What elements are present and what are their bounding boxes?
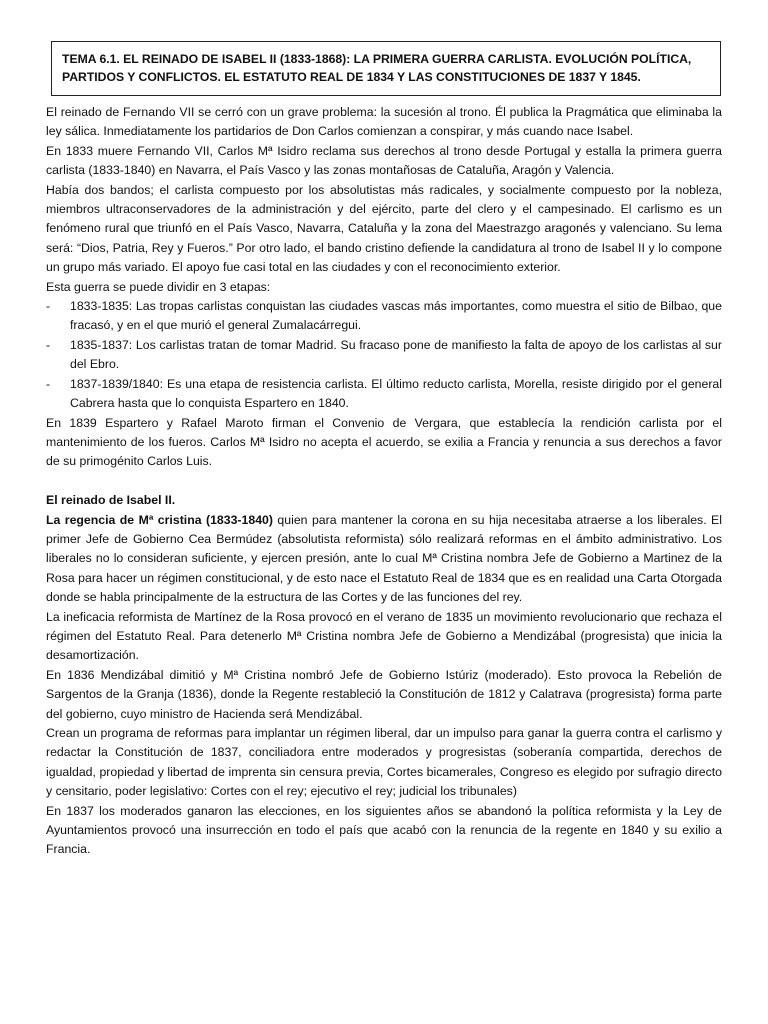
paragraph-constitution-1837: Crean un programa de reformas para implantar un régimen liberal, dar un impulso para ganar la guerra contra el carlismo y redactar la Constitución de 1837, conciliadora entre moderados y progresistas (soberanía compartida, derechos de igualdad, propiedad y libertad de imprenta sin censura previa, Cortes bicamerales, Congreso es elegido por sufragio directo y censitario, poder legislativo: Cortes con el rey; ejecutivo el rey; judicial los tribunales) (46, 725, 722, 799)
list-item-text: 1835-1837: Los carlistas tratan de tomar Madrid. Su fracaso pone de manifiesto la falta de apoyo de los carlistas al sur del Ebro. (70, 337, 722, 372)
list-dash: - (46, 376, 51, 391)
paragraph-regency (46, 511, 722, 608)
regency-text: quien para mantener la corona en su hija necesitaba atraerse a los liberales. El primer Jefe de Gobierno Cea Bermúdez (absolutista reformista) sólo realizará reformas en el ámbito administrativo. Los liberales no lo consideran suficiente, y ejercen presión, ante lo cual Mª Cristina nombra Jefe de Gobierno a Martinez de la Rosa para hacer un régimen constitucional, y de esto nace el Estatuto Real de 1834 que es en realidad una Carta Otorgada donde se habla principalmente de la estructura de las Cortes y de las funciones del rey. (46, 512, 722, 605)
list-item (46, 336, 722, 375)
paragraph-first-carlist-war: En 1833 muere Fernando VII, Carlos Mª Isidro reclama sus derechos al trono desde Portugal y estalla la primera guerra carlista (1833-1840) en Navarra, el País Vasco y las zonas montañosas de Cataluña, Aragón y Valencia. (46, 143, 722, 178)
paragraph-mendizabal: En 1836 Mendizábal dimitió y Mª Cristina nombró Jefe de Gobierno Istúriz (moderado). Esto provoca la Rebelión de Sargentos de la Granja (1836), donde la Regente restableció la Constitución de 1812 y Calatrava (progresista) forma parte del gobierno, cuyo ministro de Hacienda será Mendizábal. (46, 667, 722, 721)
paragraph-vergara: En 1839 Espartero y Rafael Maroto firman el Convenio de Vergara, que establecía la rendición carlista por el mantenimiento de los fueros. Carlos Mª Isidro no acepta el acuerdo, se exilia a Francia y renuncia a sus derechos a favor de su primogénito Carlos Luis. (46, 415, 722, 469)
list-dash: - (46, 299, 51, 314)
document-title: TEMA 6.1. EL REINADO DE ISABEL II (1833-1868): LA PRIMERA GUERRA CARLISTA. EVOLUCIÓN POLÍTICA, PARTIDOS Y CONFLICTOS. EL ESTATUTO REAL DE 1834 Y LAS CONSTITUCIONES DE 1837 Y 1845. (51, 41, 721, 96)
paragraph-two-sides: Había dos bandos; el carlista compuesto por los absolutistas más radicales, y socialmente compuesto por la nobleza, miembros ultraconservadores de la administración y del ejército, parte del clero y el campesinado. El carlismo es un fenómeno rural que triunfó en el País Vasco, Navarra, Cataluña y la zona del Maestrazgo aragonés y valenciano. Su lema será: “Dios, Patria, Rey y Fueros.” Por otro lado, el bando cristino defiende la candidatura al trono de Isabel II y lo compone un grupo más variado. El apoyo fue casi total en las ciudades y con el reconocimiento exterior. (46, 182, 722, 275)
paragraph-stages-intro: Esta guerra se puede dividir en 3 etapas: (46, 279, 271, 294)
paragraph-succession: El reinado de Fernando VII se cerró con un grave problema: la sucesión al trono. Él publica la Pragmática que eliminaba la ley sálica. Inmediatamente los partidarios de Don Carlos comienzan a conspirar, y más cuando nace Isabel. (46, 105, 722, 139)
section-spacer (46, 472, 722, 491)
regency-label: La regencia de Mª cristina (1833-1840) (46, 512, 273, 527)
paragraph-moderates-1837: En 1837 los moderados ganaron las elecciones, en los siguientes años se abandonó la política reformista y la Ley de Ayuntamientos provocó una insurrección en todo el país que acabó con la renuncia de la regente en 1840 y su exilio a Francia. (46, 803, 722, 857)
paragraph-martinez-de-la-rosa: La ineficacia reformista de Martínez de la Rosa provocó en el verano de 1835 un movimiento revolucionario que rechaza el régimen del Estatuto Real. Para detenerlo Mª Cristina nombra Jefe de Gobierno a Mendizábal (progresista) que inicia la desamortización. (46, 609, 722, 663)
list-dash: - (46, 337, 51, 352)
section-heading-isabel: El reinado de Isabel II. (46, 493, 176, 508)
list-item (46, 375, 722, 414)
document-body (46, 103, 722, 860)
list-item (46, 297, 722, 336)
war-stages-list (46, 297, 722, 413)
list-item-text: 1833-1835: Las tropas carlistas conquistan las ciudades vascas más importantes, como muestra el sitio de Bilbao, que fracasó, y en el que murió el general Zumalacárregui. (70, 299, 722, 333)
list-item-text: 1837-1839/1840: Es una etapa de resistencia carlista. El último reducto carlista, Morella, resiste dirigido por el general Cabrera hasta que lo conquista Espartero en 1840. (70, 376, 722, 411)
